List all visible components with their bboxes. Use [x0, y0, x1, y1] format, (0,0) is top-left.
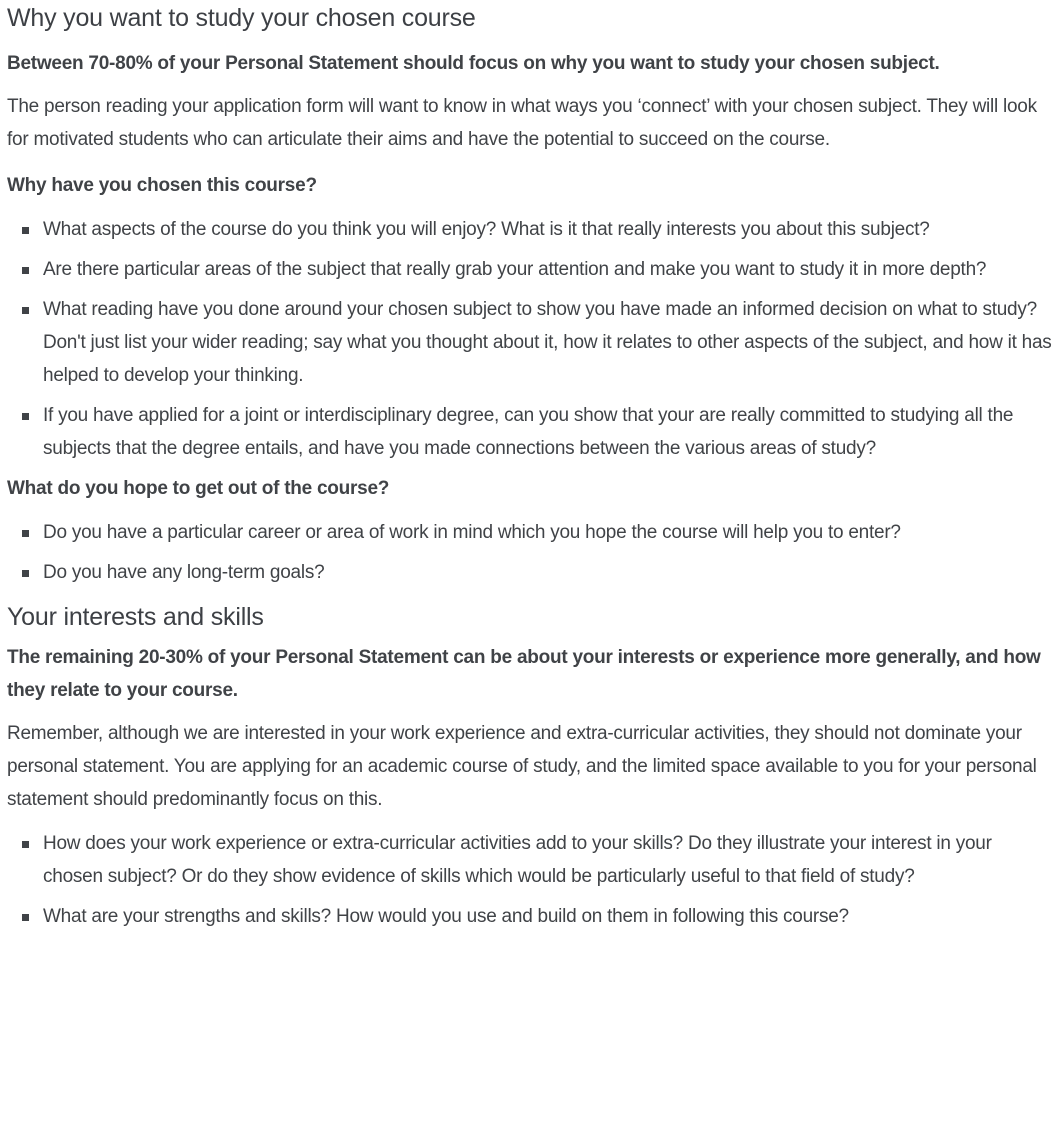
section-lead-why-study: Between 70-80% of your Personal Statement should focus on why you want to study your chosen subject.	[7, 53, 940, 74]
section-heading-why-study: Why you want to study your chosen course	[7, 4, 476, 32]
list-item: Are there particular areas of the subject that really grab your attention and make you want to study it in more depth?	[43, 253, 1052, 286]
bullet-list-why-chosen	[7, 213, 1052, 465]
section-why-study	[7, 0, 1052, 589]
section-heading-interests-skills: Your interests and skills	[7, 603, 264, 631]
subheading-hope-to-get: What do you hope to get out of the course?	[7, 478, 390, 499]
bullet-list-interests-skills	[7, 827, 1052, 933]
section-lead-interests-skills: The remaining 20-30% of your Personal Statement can be about your interests or experience more generally, and how they relate to your course.	[7, 647, 1041, 701]
list-item: How does your work experience or extra-curricular activities add to your skills? Do they illustrate your interest in your chosen subject? Or do they show evidence of skills which would be particularly useful to that field of study?	[43, 827, 1052, 893]
section-intro-interests-skills: Remember, although we are interested in your work experience and extra-curricular activities, they should not dominate your personal statement. You are applying for an academic course of study, and the limited space available to you for your personal statement should predominantly focus on this.	[7, 723, 1037, 810]
list-item: Do you have a particular career or area of work in mind which you hope the course will help you to enter?	[43, 516, 1052, 549]
section-interests-skills	[7, 600, 1052, 933]
bullet-list-hope-to-get	[7, 516, 1052, 589]
subheading-why-chosen: Why have you chosen this course?	[7, 175, 317, 196]
list-item: What reading have you done around your chosen subject to show you have made an informed decision on what to study? Don't just list your wider reading; say what you thought about it, how it relates to other aspects of the subject, and how it has helped to develop your thinking.	[43, 293, 1052, 392]
list-item: What aspects of the course do you think you will enjoy? What is it that really interests you about this subject?	[43, 213, 1052, 246]
list-item: What are your strengths and skills? How would you use and build on them in following this course?	[43, 900, 1052, 933]
list-item: If you have applied for a joint or interdisciplinary degree, can you show that your are really committed to studying all the subjects that the degree entails, and have you made connections between the various areas of study?	[43, 399, 1052, 465]
section-intro-why-study: The person reading your application form will want to know in what ways you ‘connect’ with your chosen subject. They will look for motivated students who can articulate their aims and have the potential to succeed on the course.	[7, 96, 1037, 150]
list-item: Do you have any long-term goals?	[43, 556, 1052, 589]
